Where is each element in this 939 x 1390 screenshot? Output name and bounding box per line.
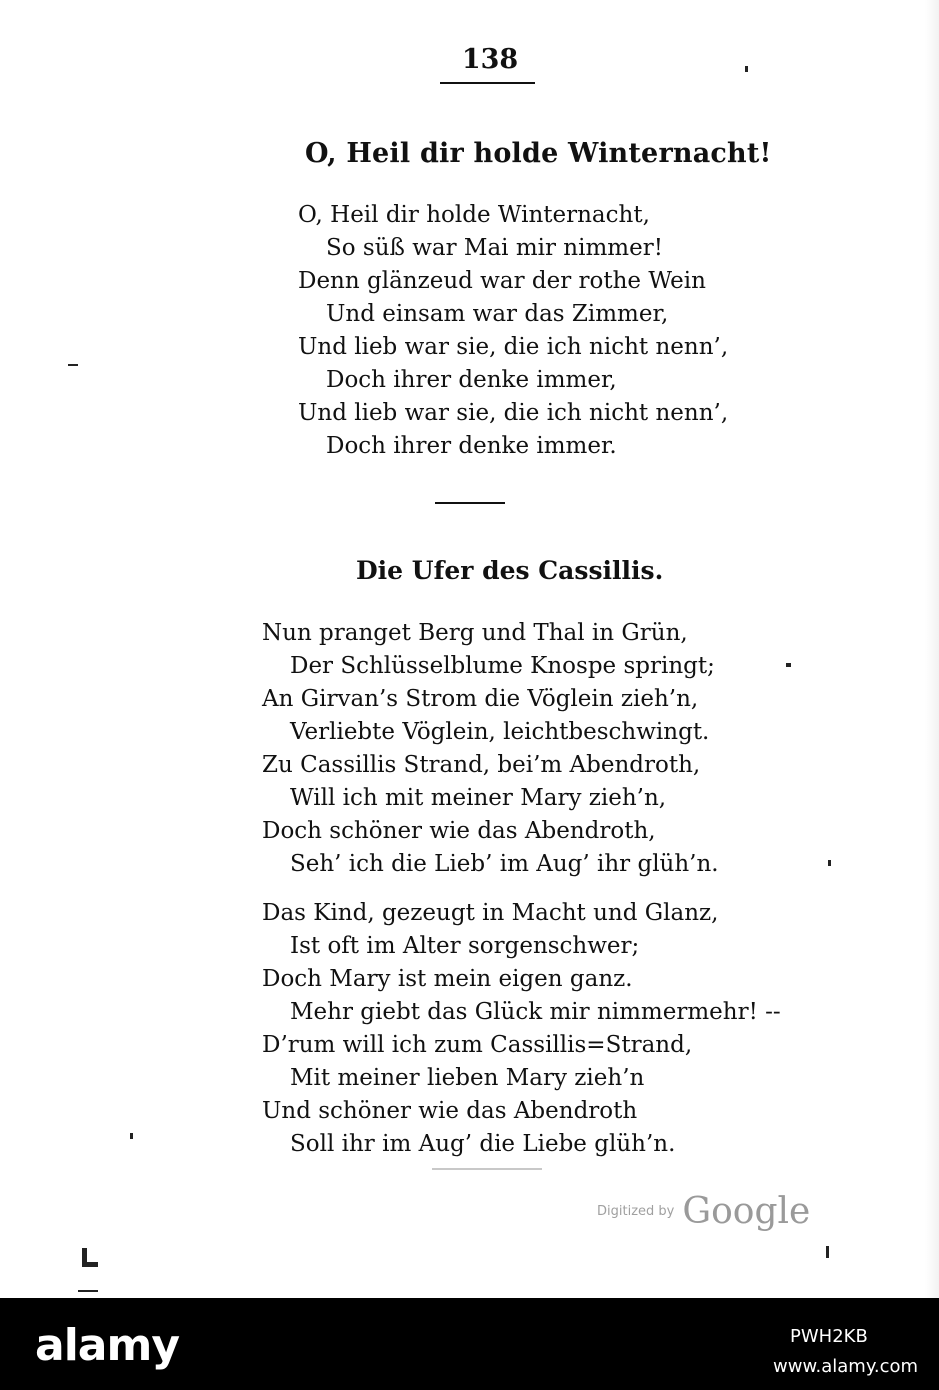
poem2-stanza2-line: Doch Mary ist mein eigen ganz. bbox=[262, 966, 633, 992]
scan-speck bbox=[130, 1133, 133, 1139]
scan-speck bbox=[68, 364, 78, 366]
poem2-stanza1-line: Nun pranget Berg und Thal in Grün, bbox=[262, 620, 688, 646]
poem1-line: Und lieb war sie, die ich nicht nenn’, bbox=[298, 400, 729, 426]
poem2-stanza2-line: Ist oft im Alter sorgenschwer; bbox=[290, 933, 640, 959]
scan-speck bbox=[786, 663, 791, 667]
poem2-stanza1-line: Will ich mit meiner Mary zieh’n, bbox=[290, 785, 667, 811]
page-number-rule bbox=[440, 82, 535, 84]
stock-image-id: PWH2KB bbox=[790, 1326, 868, 1347]
poem1-line: Doch ihrer denke immer, bbox=[326, 367, 617, 393]
poem1-line: O, Heil dir holde Winternacht, bbox=[298, 202, 650, 228]
alamy-logo: alamy bbox=[35, 1320, 179, 1371]
poem2-stanza2-line: D’rum will ich zum Cassillis=Strand, bbox=[262, 1032, 693, 1058]
poem1-line: So süß war Mai mir nimmer! bbox=[326, 235, 663, 261]
digitized-by-label: Digitized by bbox=[597, 1204, 675, 1219]
poem1-line: Denn glänzeud war der rothe Wein bbox=[298, 268, 706, 294]
page-edge-shadow bbox=[925, 0, 939, 1298]
poem1-title: O, Heil dir holde Winternacht! bbox=[305, 138, 772, 169]
poem2-title: Die Ufer des Cassillis. bbox=[356, 556, 664, 585]
google-wordmark: Google bbox=[682, 1191, 811, 1232]
poem2-stanza2-line: Mehr giebt das Glück mir nimmermehr! -- bbox=[290, 999, 781, 1025]
poem1-line: Und lieb war sie, die ich nicht nenn’, bbox=[298, 334, 729, 360]
scan-speck bbox=[826, 1246, 829, 1258]
poem2-stanza1-line: An Girvan’s Strom die Vöglein zieh’n, bbox=[262, 686, 699, 712]
poem1-line: Doch ihrer denke immer. bbox=[326, 433, 617, 459]
poem2-stanza2-line: Soll ihr im Aug’ die Liebe glüh’n. bbox=[290, 1131, 676, 1157]
poem2-stanza2-line: Und schöner wie das Abendroth bbox=[262, 1098, 638, 1124]
poem1-line: Und einsam war das Zimmer, bbox=[326, 301, 669, 327]
faint-rule bbox=[432, 1168, 542, 1170]
section-divider bbox=[435, 502, 505, 504]
scan-speck bbox=[828, 860, 831, 866]
scan-mark bbox=[82, 1262, 98, 1267]
scan-speck bbox=[745, 66, 748, 72]
poem2-stanza1-line: Der Schlüsselblume Knospe springt; bbox=[290, 653, 715, 679]
poem2-stanza1-line: Verliebte Vöglein, leichtbeschwingt. bbox=[290, 719, 710, 745]
stock-site-url[interactable]: www.alamy.com bbox=[773, 1356, 919, 1377]
poem2-stanza1-line: Seh’ ich die Lieb’ im Aug’ ihr glüh’n. bbox=[290, 851, 719, 877]
scan-mark bbox=[78, 1290, 98, 1292]
page-number: 138 bbox=[461, 44, 519, 75]
poem2-stanza2-line: Das Kind, gezeugt in Macht und Glanz, bbox=[262, 900, 719, 926]
poem2-stanza1-line: Zu Cassillis Strand, bei’m Abendroth, bbox=[262, 752, 701, 778]
poem2-stanza2-line: Mit meiner lieben Mary zieh’n bbox=[290, 1065, 645, 1091]
digitized-by-google-watermark bbox=[597, 1191, 810, 1232]
poem2-stanza1-line: Doch schöner wie das Abendroth, bbox=[262, 818, 656, 844]
